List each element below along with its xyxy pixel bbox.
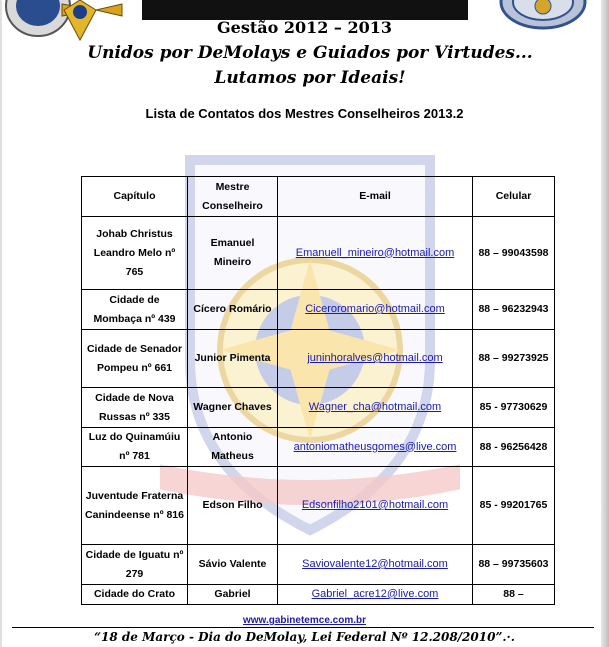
cell-celular: 88 – 96232943 — [473, 290, 555, 330]
cell-email — [278, 290, 473, 330]
email-link[interactable]: juninhoralves@hotmail.com — [307, 352, 443, 364]
email-link[interactable]: antoniomatheusgomes@live.com — [293, 440, 457, 453]
table-row — [82, 467, 555, 545]
cell-mestre: Junior Pimenta — [188, 330, 278, 388]
cell-capitulo: Cidade de Senador Pompeu nº 661 — [82, 330, 188, 388]
cell-mestre: Cícero Romário — [188, 290, 278, 330]
email-link[interactable]: Wagner_cha@hotmail.com — [308, 401, 442, 413]
cell-email — [278, 545, 473, 585]
table-header-row — [82, 177, 555, 217]
footer-website-link[interactable]: www.gabinetemce.com.br — [243, 615, 366, 626]
cell-capitulo: Juventude Fraterna Canindeense nº 816 — [82, 467, 188, 545]
cell-mestre: Gabriel — [188, 585, 278, 605]
cell-capitulo: Cidade de Mombaça nº 439 — [82, 290, 188, 330]
list-title: Lista de Contatos dos Mestres Conselheiros 2013.2 — [145, 106, 464, 121]
table-row — [82, 428, 555, 467]
cell-capitulo: Johab Christus Leandro Melo nº 765 — [82, 217, 188, 290]
email-link[interactable]: Ciceroromario@hotmail.com — [305, 303, 445, 315]
email-link[interactable]: Emanuell_mineiro@hotmail.com — [295, 246, 455, 259]
header-mestre-conselheiro: Mestre Conselheiro — [188, 177, 278, 217]
cell-email — [278, 388, 473, 428]
table-row — [82, 290, 555, 330]
table-row — [82, 330, 555, 388]
header-capitulo: Capítulo — [82, 177, 188, 217]
email-link[interactable]: Saviovalente12@hotmail.com — [302, 558, 448, 570]
management-period-heading: Gestão 2012 – 2013 — [216, 18, 393, 37]
cell-mestre: Sávio Valente — [188, 545, 278, 585]
cell-capitulo: Cidade de Nova Russas nº 335 — [82, 388, 188, 428]
page-edge-left — [0, 0, 2, 647]
cell-celular: 85 - 99201765 — [473, 467, 555, 545]
table-row — [82, 217, 555, 290]
cell-mestre: Edson Filho — [188, 467, 278, 545]
cell-mestre: Emanuel Mineiro — [188, 217, 278, 290]
footer-quote: “18 de Março - Dia do DeMolay, Lei Federal Nº 12.208/2010”.·. — [94, 630, 515, 644]
table-row — [82, 545, 555, 585]
table-row — [82, 585, 555, 605]
cell-email — [278, 330, 473, 388]
table-row — [82, 388, 555, 428]
cell-email — [278, 217, 473, 290]
cell-email — [278, 467, 473, 545]
email-link[interactable]: Edsonfilho2101@hotmail.com — [301, 499, 449, 511]
cell-email — [278, 428, 473, 467]
email-link[interactable]: Gabriel_acre12@live.com — [311, 588, 439, 600]
cell-celular: 88 – — [473, 585, 555, 605]
cell-email — [278, 585, 473, 605]
cell-celular: 88 – 99043598 — [473, 217, 555, 290]
header-celular: Celular — [473, 177, 555, 217]
cell-celular: 88 – 99273925 — [473, 330, 555, 388]
contacts-table — [81, 176, 555, 605]
cell-celular: 88 – 99735603 — [473, 545, 555, 585]
cell-mestre: Antonio Matheus — [188, 428, 278, 467]
page-edge-right — [601, 0, 609, 647]
motto-heading: Unidos por DeMolays e Guiados por Virtudes... Lutamos por Ideais! — [87, 43, 533, 88]
cell-capitulo: Cidade do Crato — [82, 585, 188, 605]
header-email: E-mail — [278, 177, 473, 217]
cell-mestre: Wagner Chaves — [188, 388, 278, 428]
footer-divider — [12, 627, 594, 628]
cell-celular: 85 - 97730629 — [473, 388, 555, 428]
cell-capitulo: Cidade de Iguatu nº 279 — [82, 545, 188, 585]
cell-celular: 88 - 96256428 — [473, 428, 555, 467]
header-bar — [142, 0, 468, 20]
cell-capitulo: Luz do Quinamúiu nº 781 — [82, 428, 188, 467]
